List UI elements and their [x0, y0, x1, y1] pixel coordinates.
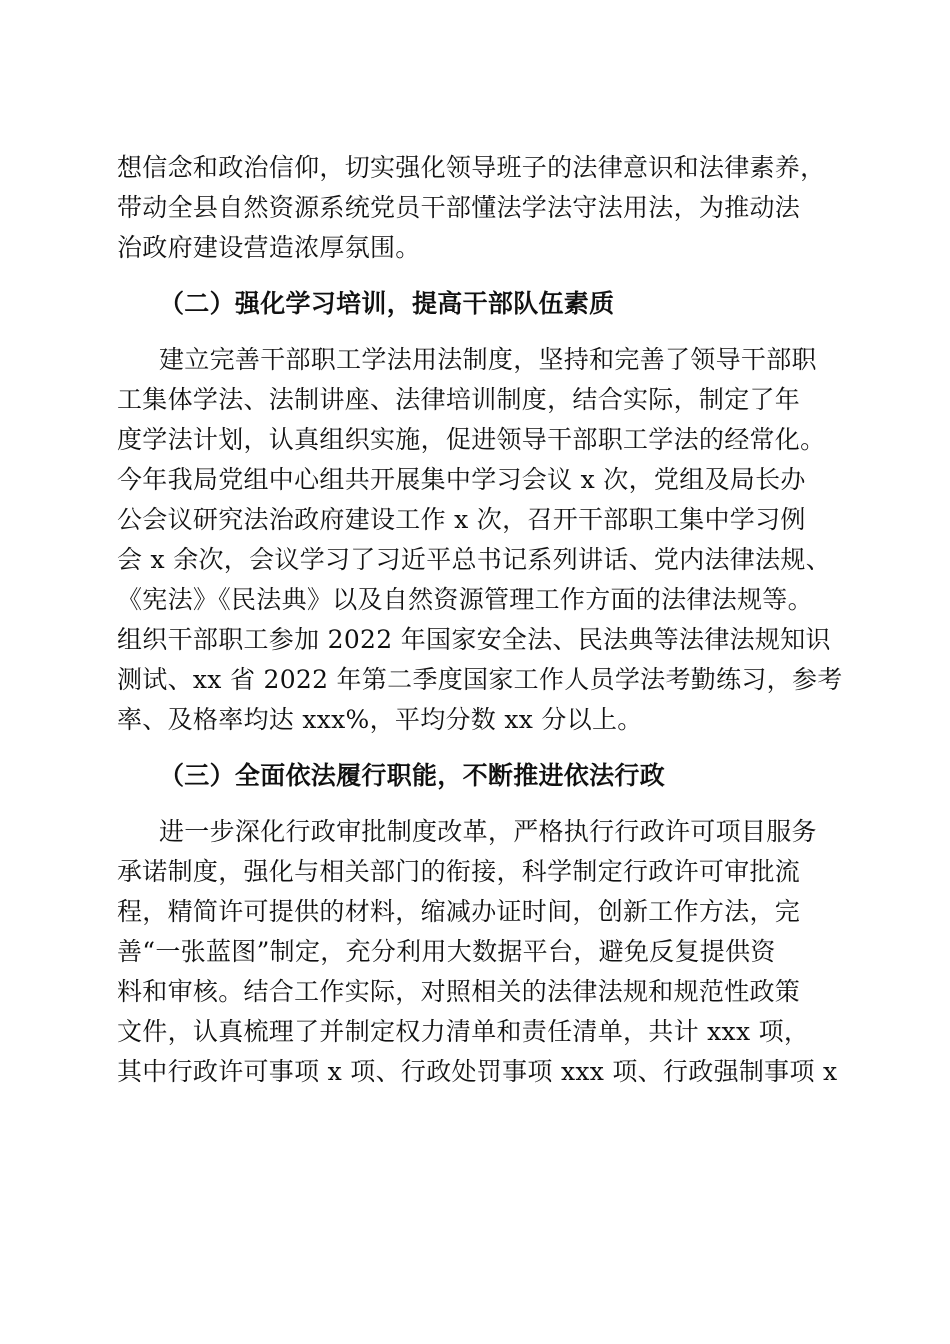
paragraph-line: 建立完善干部职工学法用法制度，坚持和完善了领导干部职 — [159, 345, 817, 374]
paragraph-line: 善“一张蓝图”制定，充分利用大数据平台，避免反复提供资 — [117, 937, 776, 966]
paragraph-line: 工集体学法、法制讲座、法律培训制度，结合实际，制定了年 — [117, 385, 801, 414]
paragraph-line: 《宪法》《民法典》以及自然资源管理工作方面的法律法规等。 — [117, 585, 813, 614]
paragraph-line: 会 x 余次，会议学习了习近平总书记系列讲话、党内法律法规、 — [117, 545, 831, 574]
paragraph-line: 进一步深化行政审批制度改革，严格执行行政许可项目服务 — [159, 817, 817, 846]
paragraph-line: 文件，认真梳理了并制定权力清单和责任清单，共计 xxx 项， — [117, 1017, 810, 1046]
paragraph-line: 承诺制度，强化与相关部门的衔接，科学制定行政许可审批流 — [117, 857, 801, 886]
section-heading-3: （三）全面依法履行职能，不断推进依法行政 — [159, 761, 666, 790]
paragraph-line: 度学法计划，认真组织实施，促进领导干部职工学法的经常化。 — [117, 425, 826, 454]
paragraph-line: 程，精简许可提供的材料，缩减办证时间，创新工作方法，完 — [117, 897, 801, 926]
paragraph-line: 带动全县自然资源系统党员干部懂法学法守法用法，为推动法 — [117, 193, 801, 222]
paragraph-line: 组织干部职工参加 2022 年国家安全法、民法典等法律法规知识 — [117, 625, 831, 654]
paragraph-line: 测试、xx 省 2022 年第二季度国家工作人员学法考勤练习，参考 — [117, 665, 843, 694]
paragraph-line: 今年我局党组中心组共开展集中学习会议 x 次，党组及局长办 — [117, 465, 806, 494]
paragraph-line: 公会议研究法治政府建设工作 x 次，召开干部职工集中学习例 — [117, 505, 806, 534]
section-heading-2: （二）强化学习培训，提高干部队伍素质 — [159, 289, 615, 318]
paragraph-line: 其中行政许可事项 x 项、行政处罚事项 xxx 项、行政强制事项 x — [117, 1057, 838, 1086]
paragraph-line: 料和审核。结合工作实际，对照相关的法律法规和规范性政策 — [117, 977, 801, 1006]
paragraph-line: 率、及格率均达 xxx%，平均分数 xx 分以上。 — [117, 705, 643, 734]
paragraph-line: 治政府建设营造浓厚氛围。 — [117, 233, 421, 262]
paragraph-line: 想信念和政治信仰，切实强化领导班子的法律意识和法律素养， — [117, 153, 826, 182]
